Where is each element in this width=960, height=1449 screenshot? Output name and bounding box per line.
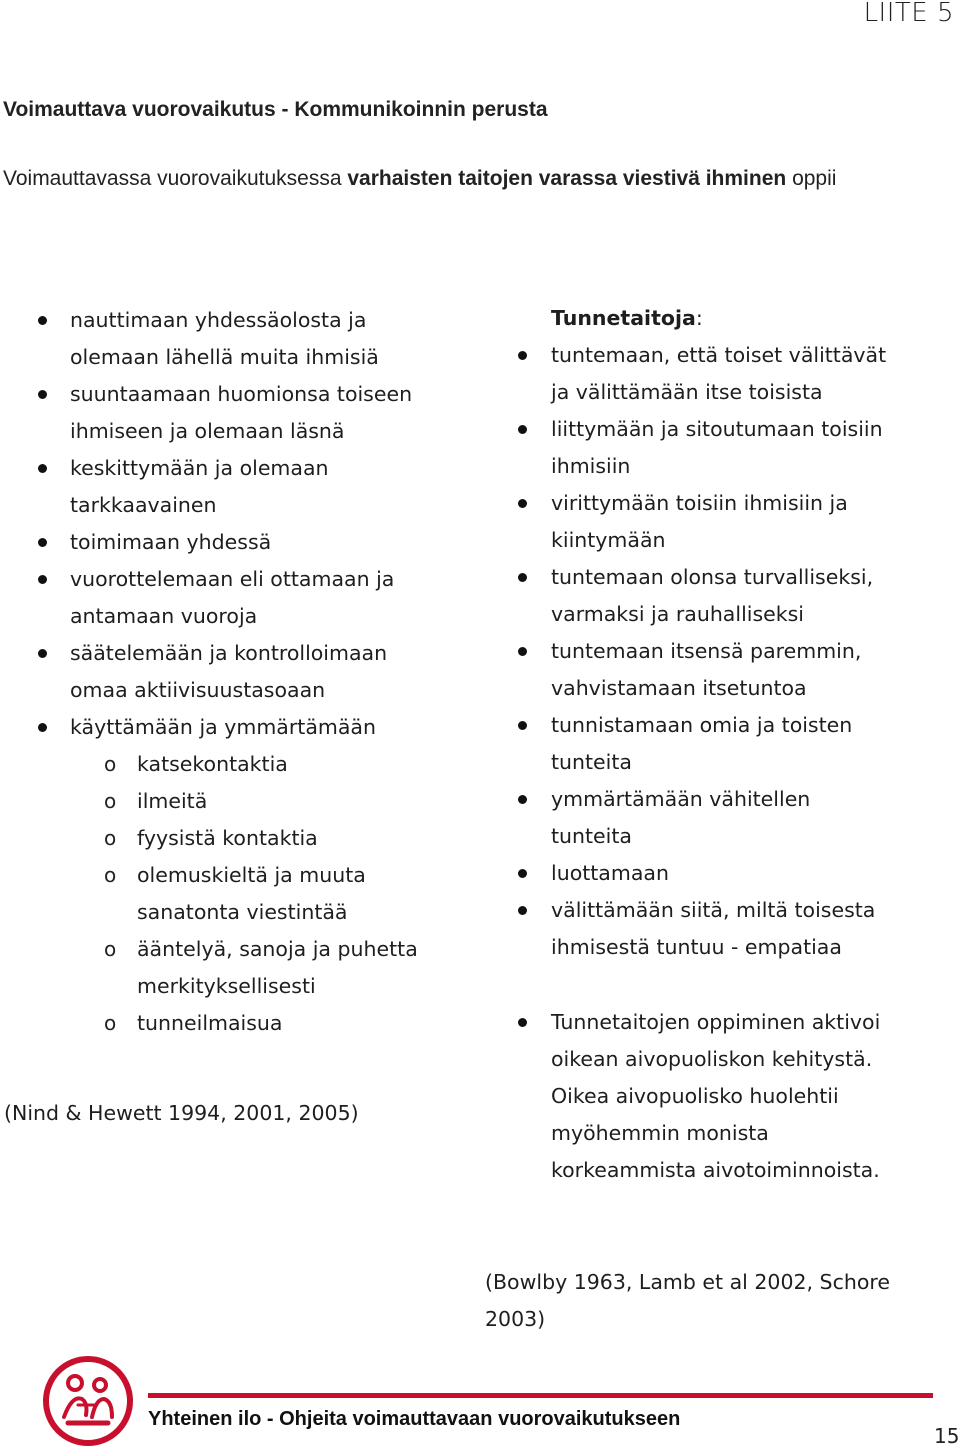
- sub-list-item: o olemuskieltä ja muuta sanatonta viestintää: [137, 857, 427, 931]
- left-reference: (Nind & Hewett 1994, 2001, 2005): [4, 1101, 359, 1125]
- left-column: [70, 302, 450, 1042]
- list-item: suuntaamaan huomionsa toiseen ihmiseen ja olemaan läsnä: [70, 376, 450, 450]
- left-bullet-list: [70, 302, 450, 746]
- list-item: välittämään siitä, miltä toisesta ihmisestä tuntuu - empatiaa: [551, 892, 891, 966]
- list-item: käyttämään ja ymmärtämään: [70, 709, 450, 746]
- list-item: säätelemään ja kontrolloimaan omaa aktiivisuustasoaan: [70, 635, 450, 709]
- footer-title: Yhteinen ilo - Ohjeita voimauttavaan vuorovaikutukseen: [148, 1408, 681, 1430]
- sub-list-item: o tunneilmaisua: [137, 1005, 427, 1042]
- intro-prefix: Voimauttavassa vuorovaikutuksessa: [3, 167, 348, 190]
- right-bullet-list: [551, 337, 891, 1189]
- yhteinen-ilo-logo-icon: [42, 1355, 134, 1447]
- sub-list-item: o fyysistä kontaktia: [137, 820, 427, 857]
- page-title: Voimauttava vuorovaikutus - Kommunikoinnin perusta: [3, 98, 548, 121]
- list-item: keskittymään ja olemaan tarkkaavainen: [70, 450, 450, 524]
- right-heading-colon: :: [695, 306, 703, 330]
- list-item: tuntemaan olonsa turvalliseksi, varmaksi ja rauhalliseksi: [551, 559, 891, 633]
- sub-list-item: o ilmeitä: [137, 783, 427, 820]
- footer-divider: [148, 1393, 933, 1398]
- right-heading: [551, 300, 951, 337]
- list-item: vuorottelemaan eli ottamaan ja antamaan vuoroja: [70, 561, 450, 635]
- list-item: virittymään toisiin ihmisiin ja kiintymään: [551, 485, 891, 559]
- list-item: liittymään ja sitoutumaan toisiin ihmisiin: [551, 411, 891, 485]
- list-item: tuntemaan itsensä paremmin, vahvistamaan itsetuntoa: [551, 633, 891, 707]
- intro-bold: varhaisten taitojen varassa viestivä ihminen: [347, 167, 787, 190]
- list-item: Tunnetaitojen oppiminen aktivoi oikean aivopuoliskon kehitystä. Oikea aivopuolisko huolehtii myöhemmin monista korkeammista aivotoiminnoista.: [551, 1004, 891, 1189]
- list-item: nauttimaan yhdessäolosta ja olemaan lähellä muita ihmisiä: [70, 302, 450, 376]
- list-item: luottamaan: [551, 855, 891, 892]
- left-sub-list: [137, 746, 427, 1042]
- intro-suffix: oppii: [786, 167, 837, 190]
- intro-paragraph: [3, 160, 903, 197]
- sub-list-item: o ääntelyä, sanoja ja puhetta merkityksellisesti: [137, 931, 427, 1005]
- list-item: tunnistamaan omia ja toisten tunteita: [551, 707, 891, 781]
- list-item: ymmärtämään vähitellen tunteita: [551, 781, 891, 855]
- appendix-label: LIITE 5: [863, 0, 954, 28]
- page-number: 15: [934, 1424, 960, 1448]
- right-heading-text: Tunnetaitoja: [551, 306, 696, 330]
- right-reference: (Bowlby 1963, Lamb et al 2002, Schore 2003): [485, 1270, 890, 1331]
- right-column: [551, 300, 951, 1189]
- list-item: toimimaan yhdessä: [70, 524, 450, 561]
- sub-list-item: o katsekontaktia: [137, 746, 427, 783]
- list-item: tuntemaan, että toiset välittävät ja välittämään itse toisista: [551, 337, 891, 411]
